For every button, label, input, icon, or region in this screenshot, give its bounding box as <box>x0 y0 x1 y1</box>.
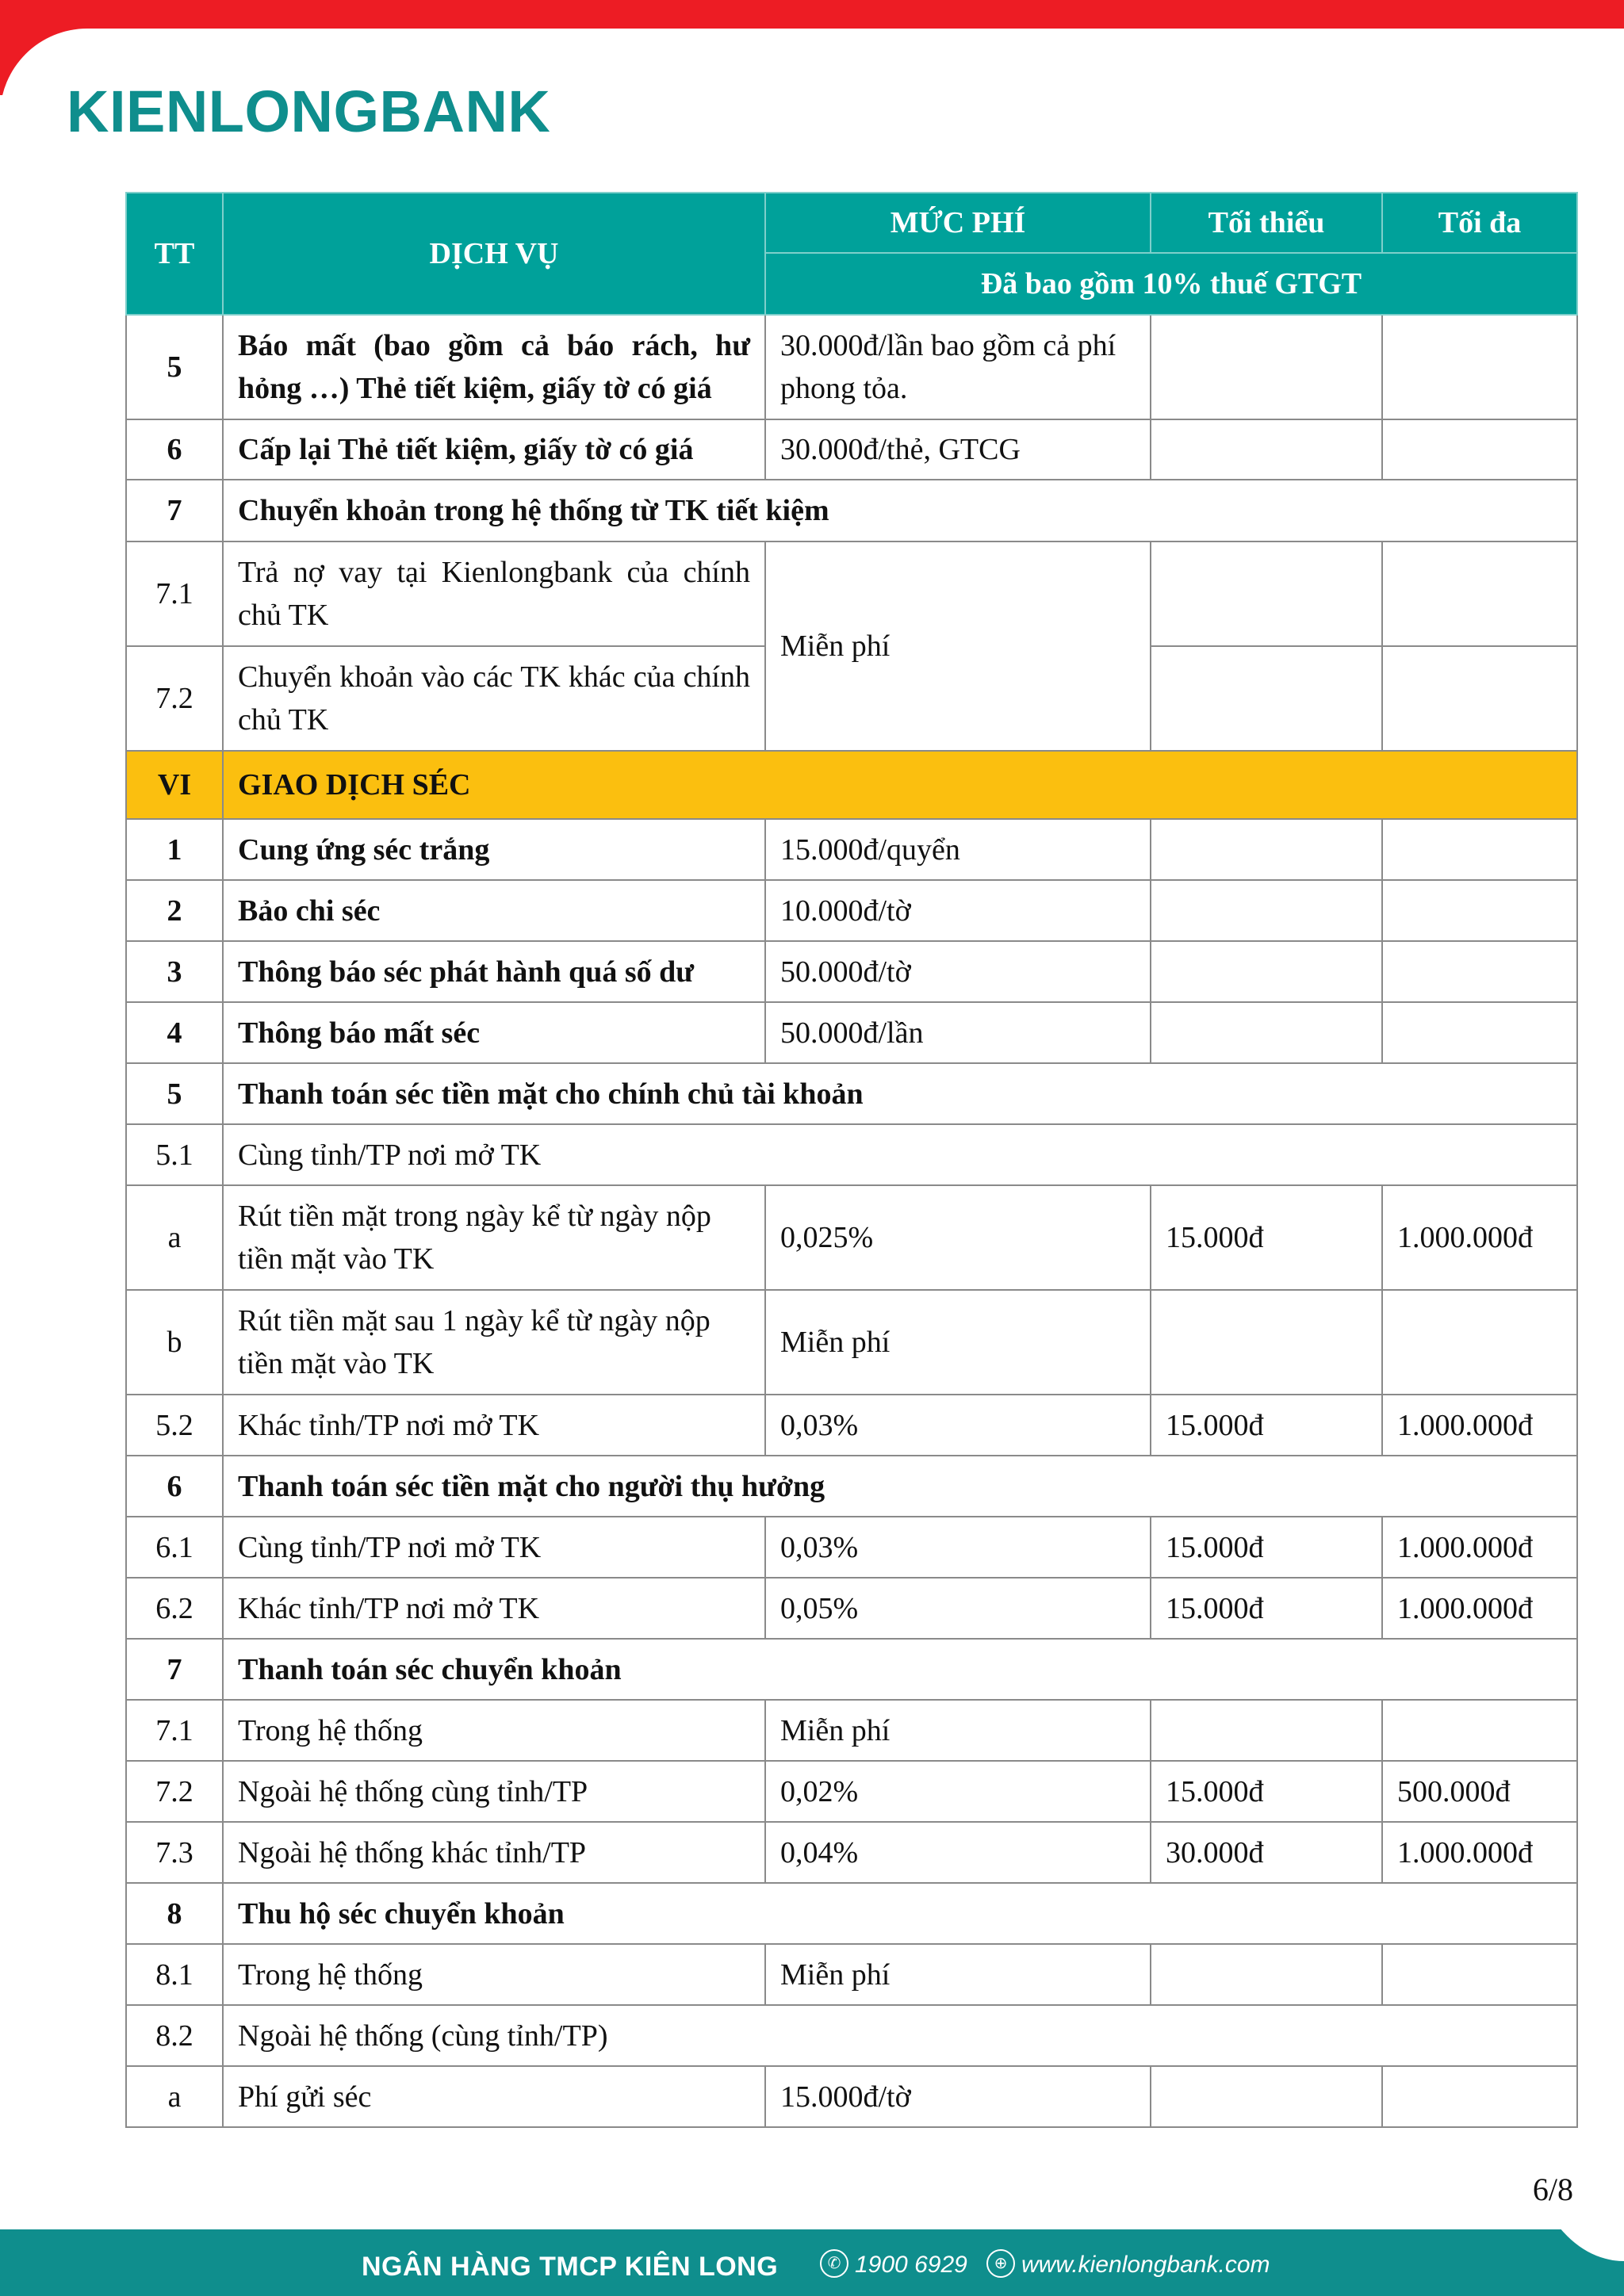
row-min: 15.000đ <box>1151 1761 1382 1822</box>
row-max <box>1382 1002 1577 1063</box>
row-max: 1.000.000đ <box>1382 1395 1577 1456</box>
row-max: 1.000.000đ <box>1382 1517 1577 1578</box>
row-tt: 7 <box>126 1639 223 1700</box>
row-tt: 4 <box>126 1002 223 1063</box>
row-min <box>1151 880 1382 941</box>
table-row <box>126 1578 1577 1639</box>
row-fee: Miễn phí <box>765 1290 1151 1395</box>
row-tt: a <box>126 1185 223 1290</box>
row-tt: 8 <box>126 1883 223 1944</box>
row-fee: 0,025% <box>765 1185 1151 1290</box>
globe-icon: ⊕ <box>986 2249 1015 2278</box>
row-service: Thông báo séc phát hành quá số dư <box>223 941 765 1002</box>
row-service: Thanh toán séc tiền mặt cho người thụ hưởng <box>223 1456 1577 1517</box>
row-min <box>1151 315 1382 419</box>
fee-table <box>125 192 1578 2128</box>
row-max: 1.000.000đ <box>1382 1185 1577 1290</box>
row-service: Cung ứng séc trắng <box>223 819 765 880</box>
row-tt: 5 <box>126 315 223 419</box>
row-fee: Miễn phí <box>765 541 1151 751</box>
row-service: Ngoài hệ thống khác tỉnh/TP <box>223 1822 765 1883</box>
row-service: Rút tiền mặt trong ngày kể từ ngày nộp tiền mặt vào TK <box>223 1185 765 1290</box>
row-tt: 3 <box>126 941 223 1002</box>
row-min <box>1151 646 1382 751</box>
row-max <box>1382 646 1577 751</box>
table-row <box>126 1883 1577 1944</box>
row-fee: 10.000đ/tờ <box>765 880 1151 941</box>
row-tt: 1 <box>126 819 223 880</box>
row-service: Trong hệ thống <box>223 1700 765 1761</box>
row-fee: 0,03% <box>765 1395 1151 1456</box>
row-min: 30.000đ <box>1151 1822 1382 1883</box>
row-min: 15.000đ <box>1151 1185 1382 1290</box>
table-row <box>126 2066 1577 2127</box>
table-row <box>126 541 1577 646</box>
row-service: Cùng tỉnh/TP nơi mở TK <box>223 1517 765 1578</box>
row-fee: 0,05% <box>765 1578 1151 1639</box>
table-row <box>126 819 1577 880</box>
table-row <box>126 315 1577 419</box>
table-row <box>126 1002 1577 1063</box>
table-row <box>126 1517 1577 1578</box>
row-min <box>1151 1944 1382 2005</box>
row-max <box>1382 315 1577 419</box>
row-service: Chuyển khoản trong hệ thống từ TK tiết kiệm <box>223 480 1577 541</box>
row-service: Rút tiền mặt sau 1 ngày kể từ ngày nộp tiền mặt vào TK <box>223 1290 765 1395</box>
row-service: Chuyển khoản vào các TK khác của chính chủ TK <box>223 646 765 751</box>
row-service: Khác tỉnh/TP nơi mở TK <box>223 1395 765 1456</box>
row-tt: 7.1 <box>126 1700 223 1761</box>
row-max <box>1382 541 1577 646</box>
row-min <box>1151 1002 1382 1063</box>
row-tt: 6 <box>126 1456 223 1517</box>
row-min <box>1151 419 1382 480</box>
row-max <box>1382 819 1577 880</box>
header-vat-note: Đã bao gồm 10% thuế GTGT <box>765 253 1577 315</box>
header-tt: TT <box>126 193 223 315</box>
row-fee: 0,03% <box>765 1517 1151 1578</box>
row-tt: 7.3 <box>126 1822 223 1883</box>
table-row <box>126 1944 1577 2005</box>
table-row <box>126 1456 1577 1517</box>
row-max: 500.000đ <box>1382 1761 1577 1822</box>
row-service: Bảo chi séc <box>223 880 765 941</box>
row-tt: 7.2 <box>126 1761 223 1822</box>
header-max: Tối đa <box>1382 193 1577 253</box>
row-max <box>1382 2066 1577 2127</box>
row-tt: 5.1 <box>126 1124 223 1185</box>
row-tt: 8.2 <box>126 2005 223 2066</box>
row-min: 15.000đ <box>1151 1517 1382 1578</box>
row-min: 15.000đ <box>1151 1578 1382 1639</box>
table-row <box>126 1822 1577 1883</box>
row-service: Phí gửi séc <box>223 2066 765 2127</box>
header-min: Tối thiểu <box>1151 193 1382 253</box>
table-row <box>126 1063 1577 1124</box>
row-min <box>1151 2066 1382 2127</box>
table-row <box>126 880 1577 941</box>
row-service: Khác tỉnh/TP nơi mở TK <box>223 1578 765 1639</box>
footer-website-link[interactable]: www.kienlongbank.com <box>1021 2252 1270 2278</box>
row-service: Trong hệ thống <box>223 1944 765 2005</box>
row-tt: 5.2 <box>126 1395 223 1456</box>
row-service: Thanh toán séc chuyển khoản <box>223 1639 1577 1700</box>
header-fee: MỨC PHÍ <box>765 193 1151 253</box>
row-service: Trả nợ vay tại Kienlongbank của chính chủ TK <box>223 541 765 646</box>
row-fee: 30.000đ/lần bao gồm cả phí phong tỏa. <box>765 315 1151 419</box>
table-row <box>126 941 1577 1002</box>
footer-band <box>0 2229 1624 2296</box>
row-service: Thu hộ séc chuyển khoản <box>223 1883 1577 1944</box>
table-row <box>126 1639 1577 1700</box>
row-fee: 30.000đ/thẻ, GTCG <box>765 419 1151 480</box>
row-max <box>1382 1944 1577 2005</box>
section-tt: VI <box>126 751 223 819</box>
footer-bank-name: NGÂN HÀNG TMCP KIÊN LONG <box>362 2252 779 2282</box>
row-fee: 50.000đ/lần <box>765 1002 1151 1063</box>
row-service: Báo mất (bao gồm cả báo rách, hư hỏng …) Thẻ tiết kiệm, giấy tờ có giá <box>223 315 765 419</box>
row-tt: 6.2 <box>126 1578 223 1639</box>
table-row <box>126 1395 1577 1456</box>
row-max: 1.000.000đ <box>1382 1822 1577 1883</box>
row-tt: 2 <box>126 880 223 941</box>
footer-phone <box>820 2252 967 2280</box>
section-row <box>126 751 1577 819</box>
row-tt: 7.1 <box>126 541 223 646</box>
row-service: Cùng tỉnh/TP nơi mở TK <box>223 1124 1577 1185</box>
table-row <box>126 1700 1577 1761</box>
row-tt: b <box>126 1290 223 1395</box>
table-row <box>126 1290 1577 1395</box>
table-row <box>126 419 1577 480</box>
row-tt: 8.1 <box>126 1944 223 2005</box>
section-title: GIAO DỊCH SÉC <box>223 751 1577 819</box>
row-tt: 7.2 <box>126 646 223 751</box>
row-min <box>1151 819 1382 880</box>
row-tt: 5 <box>126 1063 223 1124</box>
table-row <box>126 1124 1577 1185</box>
row-fee: 50.000đ/tờ <box>765 941 1151 1002</box>
row-service: Ngoài hệ thống cùng tỉnh/TP <box>223 1761 765 1822</box>
row-fee: 0,02% <box>765 1761 1151 1822</box>
row-max <box>1382 1700 1577 1761</box>
row-tt: a <box>126 2066 223 2127</box>
row-fee: 0,04% <box>765 1822 1151 1883</box>
table-row <box>126 2005 1577 2066</box>
table-row <box>126 480 1577 541</box>
bank-logo: KIENLONGBANK <box>67 78 551 144</box>
row-tt: 6.1 <box>126 1517 223 1578</box>
row-min <box>1151 941 1382 1002</box>
row-fee: Miễn phí <box>765 1700 1151 1761</box>
table-row <box>126 1185 1577 1290</box>
row-min <box>1151 541 1382 646</box>
row-min <box>1151 1290 1382 1395</box>
row-service: Ngoài hệ thống (cùng tỉnh/TP) <box>223 2005 1577 2066</box>
footer-website <box>986 2252 1270 2280</box>
row-max: 1.000.000đ <box>1382 1578 1577 1639</box>
row-min: 15.000đ <box>1151 1395 1382 1456</box>
footer-curve <box>1529 2229 1624 2261</box>
row-min <box>1151 1700 1382 1761</box>
row-fee: 15.000đ/quyển <box>765 819 1151 880</box>
phone-icon: ✆ <box>820 2249 848 2278</box>
header-service: DỊCH VỤ <box>223 193 765 315</box>
footer-phone-number: 1900 6929 <box>855 2252 967 2278</box>
row-fee: 15.000đ/tờ <box>765 2066 1151 2127</box>
row-service: Cấp lại Thẻ tiết kiệm, giấy tờ có giá <box>223 419 765 480</box>
row-tt: 7 <box>126 480 223 541</box>
row-fee: Miễn phí <box>765 1944 1151 2005</box>
row-max <box>1382 1290 1577 1395</box>
row-tt: 6 <box>126 419 223 480</box>
row-max <box>1382 419 1577 480</box>
row-max <box>1382 880 1577 941</box>
row-service: Thông báo mất séc <box>223 1002 765 1063</box>
row-service: Thanh toán séc tiền mặt cho chính chủ tài khoản <box>223 1063 1577 1124</box>
page-number: 6/8 <box>1532 2172 1573 2207</box>
table-row <box>126 1761 1577 1822</box>
row-max <box>1382 941 1577 1002</box>
